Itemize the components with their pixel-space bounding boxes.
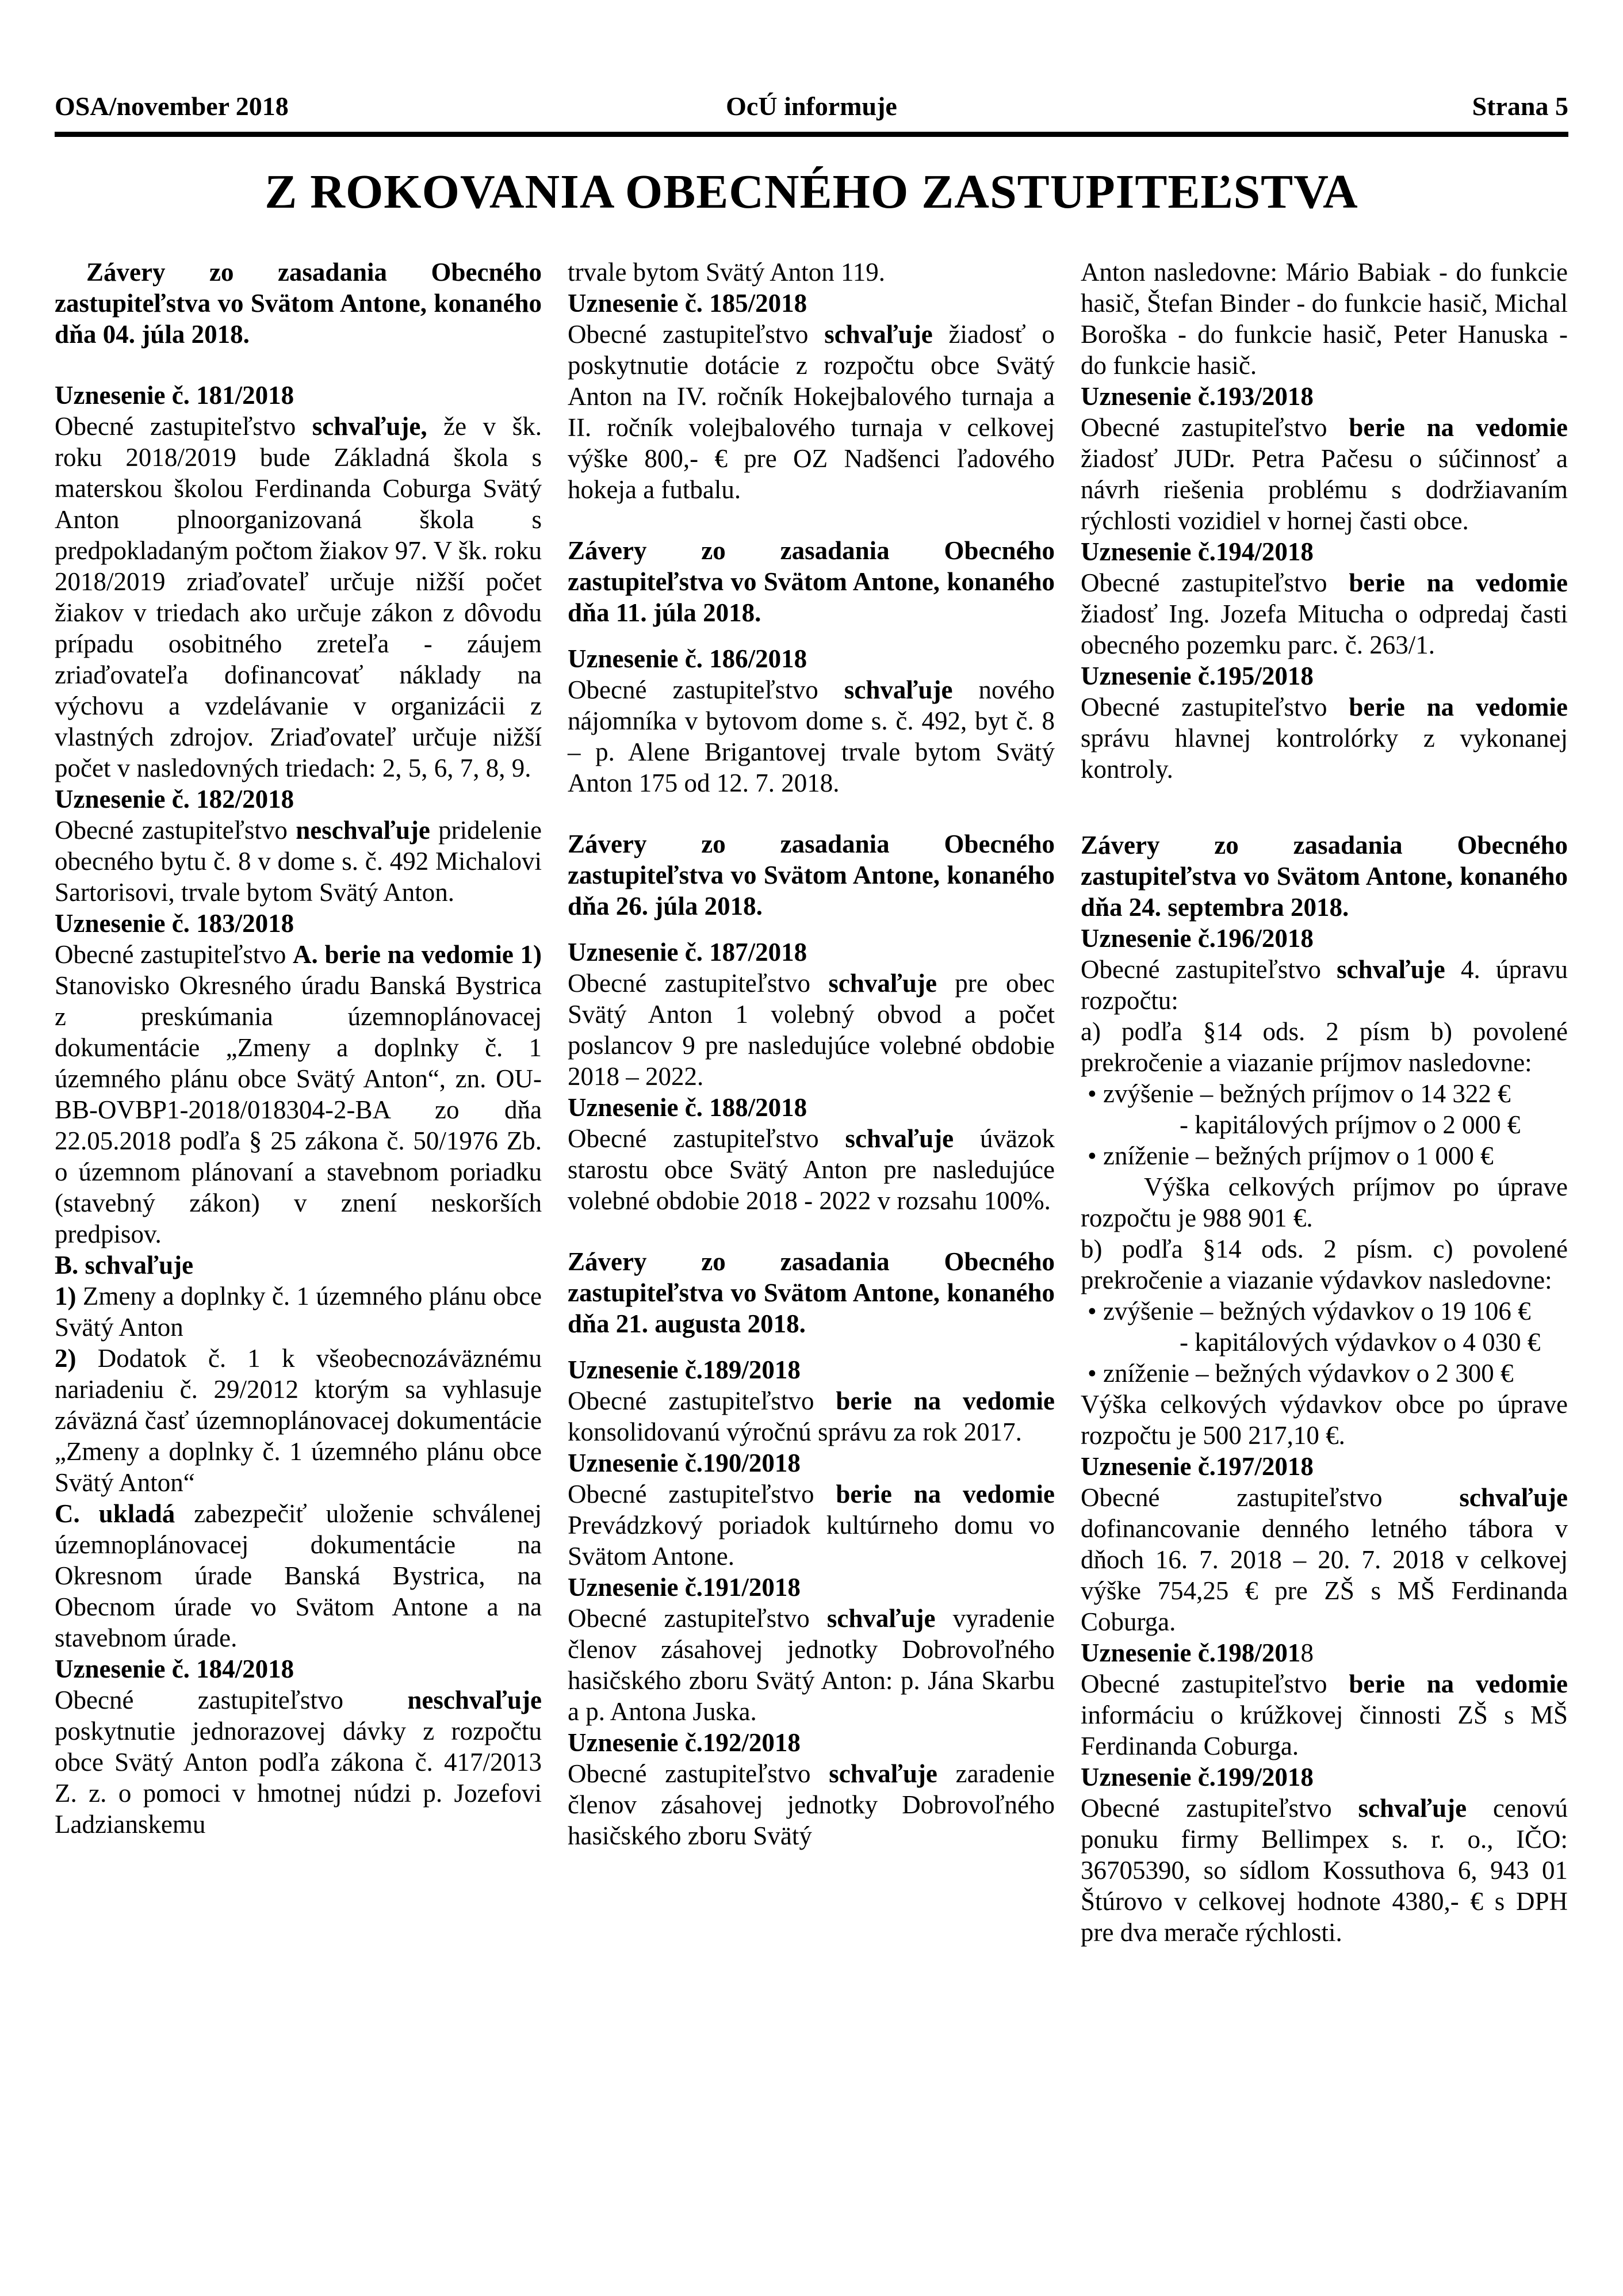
text-run: berie na vedomie xyxy=(1349,568,1568,597)
text-run: Uznesenie č. 188/2018 xyxy=(568,1092,807,1122)
text-run: schvaľuje xyxy=(845,1124,954,1153)
text-run: schvaľuje xyxy=(829,1759,937,1788)
text-run: 2) xyxy=(55,1343,76,1373)
text-run: vyradenie členov zásahovej jednotky Dobrovoľného hasičského zboru Svätý Anton: p. Jána Skarbu a p. Antona Juska. xyxy=(568,1603,1055,1726)
text-run: dofinancovanie denného letného tábora v dňoch 16. 7. 2018 – 20. 7. 2018 v celkovej výške 754,25 € pre ZŠ s MŠ Ferdinanda Coburga. xyxy=(1081,1514,1568,1636)
text-run: schvaľuje xyxy=(1358,1793,1467,1823)
text-run: Uznesenie č.189/2018 xyxy=(568,1355,801,1384)
meeting-heading xyxy=(568,828,1055,922)
text-run: • zvýšenie – bežných príjmov o 14 322 € xyxy=(1088,1079,1511,1108)
spacer xyxy=(1081,815,1568,830)
text-run: schvaľuje, xyxy=(312,411,427,441)
text-run: Obecné zastupiteľstvo xyxy=(568,1386,836,1415)
resolution-heading xyxy=(568,1727,1055,1758)
text-run: schvaľuje xyxy=(844,675,953,704)
text-run: Obecné zastupiteľstvo xyxy=(1081,692,1349,721)
text-run: Obecné zastupiteľstvo xyxy=(55,815,296,845)
text-run: žiadosť o poskytnutie dotácie z rozpočtu obce Svätý Anton na IV. ročník Hokejbalového turnaja a II. ročník volejbalového turnaja v celkovej výške 800,- € pre OZ Nadšenci ľadového hokeja a futbalu. xyxy=(568,319,1055,504)
spacer xyxy=(568,1216,1055,1246)
text-run: neschvaľuje xyxy=(407,1685,542,1714)
bullet-continuation-line xyxy=(1081,1327,1568,1358)
paragraph xyxy=(1081,692,1568,785)
resolution-heading xyxy=(568,288,1055,319)
text-run: Uznesenie č. 181/2018 xyxy=(55,380,294,410)
meeting-heading xyxy=(55,257,542,350)
text-run: • zníženie – bežných príjmov o 1 000 € xyxy=(1088,1141,1494,1170)
paragraph xyxy=(568,319,1055,505)
text-run: Výška celkových výdavkov obce po úprave rozpočtu je 500 217,10 €. xyxy=(1081,1389,1568,1450)
text-run: Uznesenie č. 182/2018 xyxy=(55,784,294,813)
spacer xyxy=(568,505,1055,535)
resolution-heading xyxy=(55,380,542,411)
paragraph xyxy=(568,1603,1055,1727)
text-run: berie na vedomie xyxy=(1349,412,1568,442)
resolution-heading xyxy=(1081,381,1568,412)
paragraph xyxy=(568,1123,1055,1216)
text-run: zaradenie členov zásahovej jednotky Dobrovoľného hasičského zboru Svätý xyxy=(568,1759,1055,1850)
resolution-heading xyxy=(55,1250,542,1281)
bullet-line xyxy=(1081,1078,1568,1109)
text-run: Uznesenie č.199/2018 xyxy=(1081,1762,1314,1791)
text-run: 4. úpravu rozpočtu: xyxy=(1081,954,1568,1015)
text-run: schvaľuje xyxy=(828,968,937,998)
resolution-heading xyxy=(55,908,542,939)
text-run: C. ukladá xyxy=(55,1499,175,1528)
text-run: Obecné zastupiteľstvo xyxy=(55,939,293,969)
resolution-heading xyxy=(568,937,1055,968)
text-run: Závery zo zasadania Obecného zastupiteľstva vo Svätom Antone, konaného dňa 24. septembra 2018. xyxy=(1081,830,1568,922)
resolution-heading xyxy=(55,784,542,815)
page-header xyxy=(55,92,1568,121)
text-run: Dodatok č. 1 k všeobecnozáväznému nariadeniu č. 29/2012 ktorým sa vyhlasuje záväzná časť územnoplánovacej dokumentácie „Zmeny a doplnky č. 1 územného plánu obce Svätý Anton“ xyxy=(55,1343,542,1497)
header-divider xyxy=(55,132,1568,137)
text-run: berie na vedomie xyxy=(836,1386,1055,1415)
paragraph xyxy=(1081,1016,1568,1078)
paragraph xyxy=(1081,412,1568,536)
header-issue: OSA/november 2018 xyxy=(55,91,289,121)
text-run: Uznesenie č.196/2018 xyxy=(1081,923,1314,953)
text-run: Závery zo zasadania Obecného zastupiteľstva vo Svätom Antone, konaného dňa 26. júla 2018. xyxy=(568,829,1055,920)
column-3 xyxy=(1081,257,1568,1948)
text-run: schvaľuje xyxy=(1459,1483,1568,1512)
paragraph xyxy=(1081,954,1568,1016)
spacer xyxy=(568,799,1055,828)
text-run: - kapitálových výdavkov o 4 030 € xyxy=(1180,1327,1541,1357)
resolution-heading xyxy=(1081,660,1568,692)
resolution-heading xyxy=(1081,536,1568,567)
text-run: Obecné zastupiteľstvo xyxy=(1081,1793,1358,1823)
text-run: Prevádzkový poriadok kultúrneho domu vo Svätom Antone. xyxy=(568,1510,1055,1571)
text-run: schvaľuje xyxy=(824,319,933,349)
text-run: Uznesenie č. 186/2018 xyxy=(568,644,807,673)
text-run: Obecné zastupiteľstvo xyxy=(1081,1483,1460,1512)
text-run: pridelenie obecného bytu č. 8 v dome s. č. 492 Michalovi Sartorisovi, trvale bytom Svätý Anton. xyxy=(55,815,542,907)
text-run: konsolidovanú výročnú správu za rok 2017. xyxy=(568,1417,1022,1446)
paragraph xyxy=(1081,1389,1568,1451)
text-run: Uznesenie č. 183/2018 xyxy=(55,908,294,938)
text-run: neschvaľuje xyxy=(296,815,430,845)
resolution-heading xyxy=(1081,923,1568,954)
text-run: • zvýšenie – bežných výdavkov o 19 106 € xyxy=(1088,1296,1531,1325)
text-run: Obecné zastupiteľstvo xyxy=(55,411,312,441)
paragraph xyxy=(1081,257,1568,381)
paragraph xyxy=(568,1758,1055,1851)
resolution-heading xyxy=(568,643,1055,674)
resolution-heading xyxy=(1081,1762,1568,1793)
text-run: pre obec Svätý Anton 1 volebný obvod a počet poslancov 9 pre nasledujúce volebné obdobie 2018 – 2022. xyxy=(568,968,1055,1091)
text-run: berie na vedomie xyxy=(836,1479,1055,1508)
text-run: a) podľa §14 ods. 2 písm b) povolené prekročenie a viazanie príjmov nasledovne: xyxy=(1081,1017,1568,1077)
text-run: - kapitálových príjmov o 2 000 € xyxy=(1180,1110,1521,1139)
text-run: informáciu o krúžkovej činnosti ZŠ s MŠ Ferdinanda Coburga. xyxy=(1081,1700,1568,1760)
text-run: Závery zo zasadania Obecného zastupiteľstva vo Svätom Antone, konaného dňa 04. júla 2018. xyxy=(55,257,542,349)
text-run: Obecné zastupiteľstvo xyxy=(568,319,825,349)
resolution-heading xyxy=(1081,1637,1568,1668)
text-run: Uznesenie č. 185/2018 xyxy=(568,288,807,318)
text-run: že v šk. roku 2018/2019 bude Základná škola s materskou školou Ferdinanda Coburga Svätý Anton plnoorganizovaná škola s predpokladaným počtom žiakov 97. V šk. roku 2018/2019 zriaďovateľ určuje nižší počet žiakov v triedach ako určuje zákon z dôvodu prípadu osobitného zreteľa - záujem zriaďovateľa dofinancovať náklady na výchovu a vzdelávanie v organizácii z vlastných zdrojov. Zriaďovateľ určuje nižší počet v nasledovných triedach: 2, 5, 6, 7, 8, 9. xyxy=(55,411,542,782)
meeting-heading xyxy=(568,1246,1055,1339)
resolution-heading xyxy=(568,1354,1055,1385)
text-run: berie na vedomie xyxy=(1349,692,1568,721)
text-run: Obecné zastupiteľstvo xyxy=(568,1759,829,1788)
spacer xyxy=(568,628,1055,643)
text-run: Uznesenie č.193/2018 xyxy=(1081,381,1314,411)
text-run: Uznesenie č.198/201 xyxy=(1081,1638,1301,1667)
header-section: OcÚ informuje xyxy=(726,91,897,121)
resolution-heading xyxy=(568,1092,1055,1123)
paragraph xyxy=(1081,1668,1568,1762)
text-run: poskytnutie jednorazovej dávky z rozpočtu obce Svätý Anton podľa zákona č. 417/2013 Z. z. o pomoci v hmotnej núdzi p. Jozefovi Ladzianskemu xyxy=(55,1716,542,1839)
paragraph xyxy=(55,1684,542,1840)
spacer xyxy=(55,350,542,380)
meeting-heading xyxy=(568,535,1055,628)
paragraph xyxy=(55,815,542,908)
text-run: žiadosť JUDr. Petra Pačesu o súčinnosť a návrh riešenia problému s dodržiavaním rýchlosti vozidiel v hornej časti obce. xyxy=(1081,444,1568,535)
text-run: Stanovisko Okresného úradu Banská Bystrica z preskúmania územnoplánovacej dokumentácie „Zmeny a doplnky č. 1 územného plánu obce Svätý Anton“, zn. OU-BB-OVBP1-2018/018304-2-BA zo dňa 22.05.2018 podľa § 25 zákona č. 50/1976 Zb. o územnom plánovaní a stavebnom poriadku (stavebný zákon) v znení neskorších predpisov. xyxy=(55,971,542,1248)
article-columns xyxy=(55,257,1568,1948)
text-run: Uznesenie č. 187/2018 xyxy=(568,937,807,966)
paragraph xyxy=(568,1385,1055,1447)
text-run: berie na vedomie xyxy=(1349,1669,1568,1698)
bullet-line xyxy=(1081,1296,1568,1327)
text-run: Obecné zastupiteľstvo xyxy=(568,675,844,704)
text-run: Obecné zastupiteľstvo xyxy=(568,1479,836,1508)
text-run: žiadosť Ing. Jozefa Mitucha o odpredaj časti obecného pozemku parc. č. 263/1. xyxy=(1081,599,1568,659)
paragraph xyxy=(568,1479,1055,1572)
paragraph xyxy=(568,674,1055,799)
header-page-number: Strana 5 xyxy=(1472,91,1568,121)
text-run: b) podľa §14 ods. 2 písm. c) povolené prekročenie a viazanie výdavkov nasledovne: xyxy=(1081,1234,1568,1294)
text-run: Uznesenie č.191/2018 xyxy=(568,1572,801,1602)
text-run: Uznesenie č.195/2018 xyxy=(1081,661,1314,690)
page-title: Z ROKOVANIA OBECNÉHO ZASTUPITEĽSTVA xyxy=(265,165,1358,219)
text-run: úväzok starostu obce Svätý Anton pre nasledujúce volebné obdobie 2018 - 2022 v rozsahu 100%. xyxy=(568,1124,1055,1215)
text-run: Závery zo zasadania Obecného zastupiteľstva vo Svätom Antone, konaného dňa 11. júla 2018. xyxy=(568,536,1055,627)
text-run: Anton nasledovne: Mário Babiak - do funkcie hasič, Štefan Binder - do funkcie hasič, Michal Boroška - do funkcie hasič, Peter Hanuska - do funkcie hasič. xyxy=(1081,257,1568,380)
text-run: Obecné zastupiteľstvo xyxy=(1081,568,1349,597)
text-run: schvaľuje xyxy=(1337,954,1445,984)
paragraph xyxy=(1081,1233,1568,1296)
paragraph xyxy=(1081,1482,1568,1637)
text-run: B. schvaľuje xyxy=(55,1250,194,1279)
text-run: Uznesenie č.192/2018 xyxy=(568,1728,801,1757)
text-run: cenovú ponuku firmy Bellimpex s. r. o., IČO: 36705390, so sídlom Kossuthova 6, 943 01 Štúrovo v celkovej hodnote 4380,- € s DPH pre dva merače rýchlosti. xyxy=(1081,1793,1568,1947)
spacer xyxy=(568,1339,1055,1354)
paragraph xyxy=(568,968,1055,1092)
text-run: 1) xyxy=(55,1281,76,1311)
text-run: Obecné zastupiteľstvo xyxy=(568,1124,845,1153)
text-run: trvale bytom Svätý Anton 119. xyxy=(568,257,886,286)
column-1 xyxy=(55,257,542,1948)
paragraph xyxy=(568,257,1055,288)
paragraph xyxy=(55,939,542,1250)
resolution-heading xyxy=(55,1653,542,1684)
resolution-heading xyxy=(1081,1451,1568,1482)
paragraph xyxy=(1081,567,1568,660)
bullet-line xyxy=(1081,1358,1568,1389)
resolution-heading xyxy=(568,1447,1055,1479)
paragraph xyxy=(1081,1793,1568,1948)
text-run: Výška celkových príjmov po úprave rozpočtu je 988 901 €. xyxy=(1081,1172,1568,1232)
text-run: Obecné zastupiteľstvo xyxy=(1081,954,1337,984)
text-run: Uznesenie č.194/2018 xyxy=(1081,537,1314,566)
spacer xyxy=(568,922,1055,937)
spacer xyxy=(1081,785,1568,815)
text-run: Obecné zastupiteľstvo xyxy=(568,1603,827,1633)
paragraph xyxy=(55,1343,542,1498)
text-run: Obecné zastupiteľstvo xyxy=(1081,412,1349,442)
text-run: A. berie na vedomie 1) xyxy=(293,939,542,969)
text-run: zabezpečiť uloženie schválenej územnoplánovacej dokumentácie na Okresnom úrade Banská Bystrica, na Obecnom úrade vo Svätom Antone a na stavebnom úrade. xyxy=(55,1499,542,1652)
text-run: Závery zo zasadania Obecného zastupiteľstva vo Svätom Antone, konaného dňa 21. augusta 2018. xyxy=(568,1247,1055,1338)
text-run: Obecné zastupiteľstvo xyxy=(568,968,829,998)
text-run: Obecné zastupiteľstvo xyxy=(55,1685,408,1714)
text-run: správu hlavnej kontrolórky z vykonanej kontroly. xyxy=(1081,723,1568,784)
paragraph xyxy=(55,1498,542,1653)
paragraph xyxy=(55,411,542,784)
text-run: nového nájomníka v bytovom dome s. č. 492, byt č. 8 – p. Alene Brigantovej trvale bytom Svätý Anton 175 od 12. 7. 2018. xyxy=(568,675,1055,797)
text-run: 8 xyxy=(1300,1638,1314,1667)
column-2 xyxy=(568,257,1055,1948)
bullet-continuation-line xyxy=(1081,1109,1568,1140)
paragraph xyxy=(1081,1171,1568,1233)
text-run: Uznesenie č. 184/2018 xyxy=(55,1654,294,1683)
text-run: Uznesenie č.190/2018 xyxy=(568,1448,801,1477)
paragraph xyxy=(55,1281,542,1343)
text-run: Uznesenie č.197/2018 xyxy=(1081,1451,1314,1481)
bullet-line xyxy=(1081,1140,1568,1171)
text-run: schvaľuje xyxy=(826,1603,936,1633)
meeting-heading xyxy=(1081,830,1568,923)
text-run: • zníženie – bežných výdavkov o 2 300 € xyxy=(1088,1358,1514,1388)
text-run: Obecné zastupiteľstvo xyxy=(1081,1669,1349,1698)
text-run: Zmeny a doplnky č. 1 územného plánu obce Svätý Anton xyxy=(55,1281,542,1342)
resolution-heading xyxy=(568,1572,1055,1603)
